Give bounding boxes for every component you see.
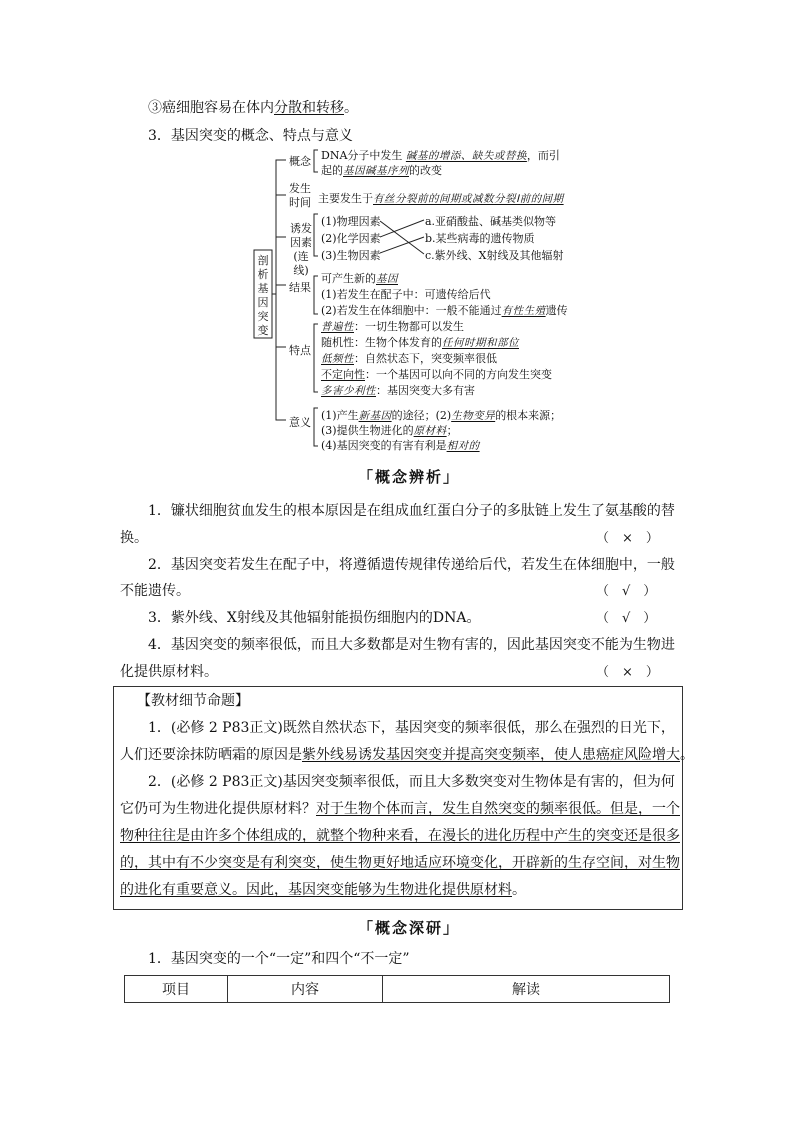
- feature-2: [321, 334, 519, 350]
- label-features: 特点: [289, 344, 311, 357]
- concept-text: ，而引: [526, 149, 560, 162]
- intro-suffix: 。: [344, 100, 358, 116]
- section-title-deep-study: 「概念深研」: [358, 919, 461, 937]
- meaning-1: [321, 407, 561, 423]
- result-text: 遗传: [545, 304, 568, 317]
- section-title-analysis: 「概念辨析」: [358, 468, 461, 486]
- meaning-text: 的途径；(2): [391, 409, 452, 422]
- concept-line1: [321, 147, 560, 163]
- detail-q2-line5: [120, 879, 526, 899]
- table-header-content: 内容: [228, 976, 383, 1003]
- cause-left-2: (2)化学因素: [321, 232, 381, 245]
- result-answer-1: 基因: [376, 273, 398, 285]
- concept-text: DNA分子中发生: [321, 149, 403, 162]
- meaning-2: [321, 422, 458, 438]
- meaning-text: (4)基因突变的有害有利是: [321, 439, 447, 452]
- feature-answer: 多害少利性: [321, 385, 376, 397]
- time-text: 主要发生于: [318, 192, 373, 205]
- analysis-item-1-mark: （ × ）: [596, 531, 659, 546]
- label-result: 结果: [289, 281, 311, 294]
- intro-text: ③癌细胞容易在体内: [148, 100, 274, 116]
- deep-study-heading: 1．基因突变的一个“一定”和四个“不一定”: [148, 951, 410, 967]
- table-header-item: 项目: [125, 976, 228, 1003]
- feature-answer: 低频性: [321, 353, 354, 365]
- detail-q2-text: 。: [512, 882, 526, 898]
- result-text: 可产生新的: [321, 272, 376, 285]
- analysis-item-4-line2: 化提供原材料。: [120, 664, 218, 680]
- detail-q2-line1: 2．(必修 2 P83正文)基因突变频率很低，而且大多数突变对生物体是有害的，但为何: [148, 774, 675, 790]
- detail-q1-answer: 紫外线易诱发基因突变并提高突变频率，使人患癌症风险增大: [302, 747, 680, 763]
- feature-text: ：自然状态下，突变频率很低: [354, 352, 497, 365]
- meaning-answer: 新基因: [358, 410, 392, 422]
- result-line3: [321, 302, 568, 318]
- result-line1: [321, 270, 398, 286]
- analysis-item-3-line1: 3．紫外线、X射线及其他辐射能损伤细胞内的DNA。: [148, 610, 481, 626]
- cause-right-a: a.亚硝酸盐、碱基类似物等: [425, 215, 557, 228]
- result-answer-2: 有性生殖: [501, 305, 546, 317]
- detail-box-title: 【教材细节命题】: [137, 693, 249, 709]
- analysis-item-2-line1: 2．基因突变若发生在配子中，将遵循遗传规律传递给后代，若发生在体细胞中，一般: [148, 557, 675, 573]
- feature-text: ：一个基因可以向不同的方向发生突变: [365, 368, 552, 381]
- label-concept: 概念: [289, 155, 311, 168]
- analysis-item-1-line2: 换。: [120, 530, 148, 546]
- label-time: 发生时间: [289, 182, 311, 209]
- detail-q2-answer: 对于生物个体而言，发生自然突变的频率很低。但是，一个: [316, 801, 680, 817]
- cause-right-b: b.某些病毒的遗传物质: [425, 232, 535, 245]
- time-answer: 有丝分裂前的间期或减数分裂Ⅰ前的间期: [373, 193, 564, 205]
- meaning-text: 的根本来源；: [495, 409, 562, 422]
- deep-study-table: [124, 975, 670, 1003]
- cause-left-3: (3)生物因素: [321, 249, 381, 262]
- feature-text: ：基因突变大多有害: [376, 384, 475, 397]
- meaning-answer: 原材料: [413, 425, 447, 437]
- feature-answer: 普遍性: [321, 321, 354, 333]
- result-text: (2)若发生在体细胞中：一般不能通过: [321, 304, 502, 317]
- cause-left-1: (1)物理因素: [321, 215, 381, 228]
- detail-q1-line1: 1．(必修 2 P83正文)既然自然状态下，基因突变的频率很低，那么在强烈的日光下，: [148, 720, 675, 736]
- detail-q1-text: 人们还要涂抹防晒霜的原因是: [120, 747, 302, 763]
- label-causes: 诱发因素(连线): [290, 222, 312, 277]
- section-heading-3: 3．基因突变的概念、特点与意义: [148, 128, 353, 144]
- detail-q2-line4: 的，其中有不少突变是有利突变，使生物更好地适应环境变化，开辟新的生存空间，对生物: [120, 855, 680, 871]
- meaning-text: (3)提供生物进化的: [321, 424, 414, 437]
- concept-line2: [321, 162, 442, 178]
- analysis-item-2-mark: （ √ ）: [596, 584, 657, 599]
- label-meaning: 意义: [289, 416, 311, 429]
- result-line2: (1)若发生在配子中：可遗传给后代: [321, 288, 491, 301]
- analysis-item-4-mark: （ × ）: [596, 665, 659, 680]
- feature-text: ：一切生物都可以发生: [354, 320, 464, 333]
- detail-q2-line3: 物种往往是由许多个体组成的，就整个物种来看，在漫长的进化历程中产生的突变还是很多: [120, 828, 680, 844]
- meaning-text: (1)产生: [321, 409, 359, 422]
- analysis-item-3-mark: （ √ ）: [596, 611, 657, 626]
- feature-4: [321, 366, 552, 382]
- intro-underlined: 分散和转移: [274, 100, 344, 116]
- feature-text: 随机性：生物个体发育的: [321, 336, 442, 349]
- detail-q2-line2: [120, 798, 680, 818]
- meaning-text: ；: [446, 424, 458, 437]
- meaning-answer: 生物变异: [451, 410, 496, 422]
- detail-q1-text: 。: [680, 747, 694, 763]
- feature-1: [321, 318, 464, 334]
- meaning-3: [321, 437, 480, 453]
- analysis-item-2-line2: 不能遗传。: [120, 583, 190, 599]
- concept-answer-1: 碱基的增添、缺失或替换: [405, 150, 527, 162]
- meaning-answer: 相对的: [446, 440, 480, 452]
- concept-text: 的改变: [409, 164, 442, 177]
- analysis-item-4-line1: 4．基因突变的频率很低，而且大多数都是对生物有害的，因此基因突变不能为生物进: [148, 637, 675, 653]
- feature-3: [321, 350, 497, 366]
- diagram-root: 剖析基因突变: [257, 254, 269, 337]
- detail-q2-text: 它仍可为生物进化提供原材料？: [120, 801, 316, 817]
- detail-q2-answer: 的进化有重要意义。因此，基因突变能够为生物进化提供原材料: [120, 882, 512, 898]
- time-line: [318, 190, 564, 206]
- cause-right-c: c.紫外线、X射线及其他辐射: [425, 249, 564, 262]
- concept-answer-2: 基因碱基序列: [343, 165, 409, 177]
- table-header-explanation: 解读: [383, 976, 670, 1003]
- detail-q1-line2: [120, 744, 694, 764]
- concept-text: 起的: [321, 164, 343, 177]
- feature-answer: 不定向性: [321, 368, 365, 381]
- analysis-item-1-line1: 1．镰状细胞贫血发生的根本原因是在组成血红蛋白分子的多肽链上发生了氨基酸的替: [148, 503, 675, 519]
- feature-5: [321, 382, 475, 398]
- table-header-row: [125, 976, 670, 1003]
- feature-answer: 任何时期和部位: [442, 337, 519, 349]
